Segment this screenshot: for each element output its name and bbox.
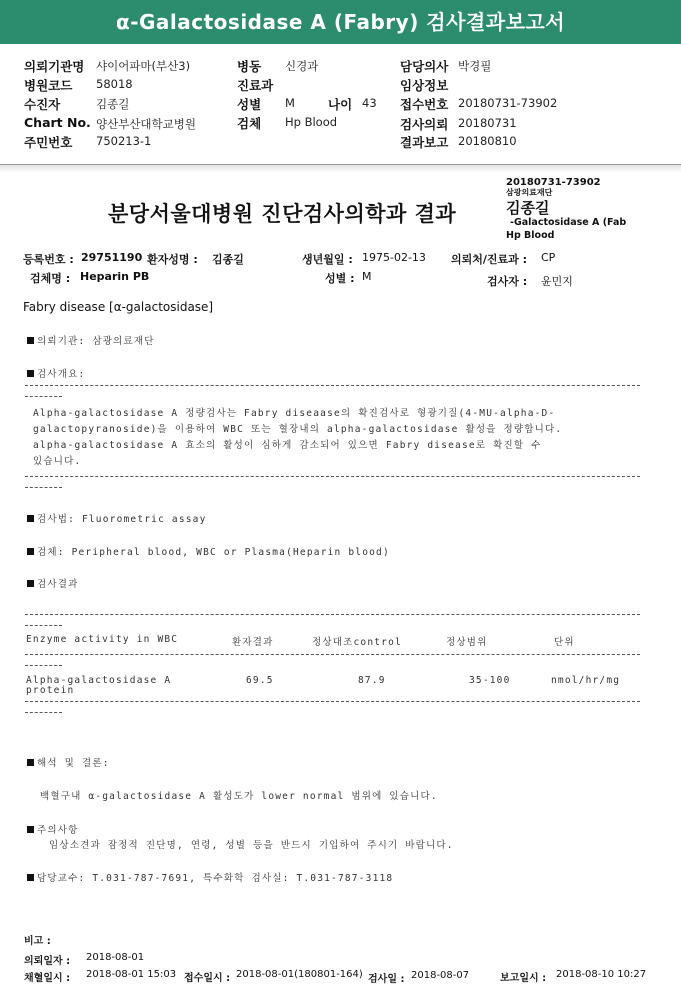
ward-label: 병동 xyxy=(237,59,262,74)
divider-dashed xyxy=(25,654,640,655)
receipt-number-value: 20180731-73902 xyxy=(458,96,558,110)
section-result: 검사결과 xyxy=(27,576,79,590)
recipient-value: 김종길 xyxy=(96,97,130,111)
stamp-patient-name: 김종길 xyxy=(506,199,550,217)
receipt-number-label: 접수번호 xyxy=(400,97,449,112)
stamp-test-name: -Galactosidase A (Fab xyxy=(510,217,627,228)
stamp-specimen: Hp Blood xyxy=(506,230,555,241)
divider-dashed-short xyxy=(25,625,62,626)
overview-line: Alpha-galactosidase A 정량검사는 Fabry diseaase의 확진검사로 형광기질(4-MU-alpha-D- xyxy=(33,408,556,419)
divider-dashed-short xyxy=(25,665,62,666)
overview-line: galactopyranoside)을 이용하여 WBC 또는 혈장내의 alpha-galactosidase 활성을 정량합니다. xyxy=(33,424,563,435)
divider-dashed xyxy=(25,476,640,477)
report-sex-value: M xyxy=(362,270,372,283)
section-interpretation: 해석 및 결론: xyxy=(27,755,110,769)
section-institution: 의뢰기관: 삼광의료재단 xyxy=(27,333,155,347)
report-date-label: 결과보고 xyxy=(400,135,449,150)
specimen-name-label: 검체명 : xyxy=(30,272,71,285)
ward-value: 신경과 xyxy=(285,59,319,73)
divider-dashed xyxy=(25,701,640,702)
table-row-name: Alpha-galactosidase A xyxy=(26,675,172,686)
examiner-label: 검사자 : xyxy=(487,275,528,288)
table-row-patient: 69.5 xyxy=(246,675,274,686)
section-specimen: 검체: Peripheral blood, WBC or Plasma(Heparin blood) xyxy=(27,544,390,558)
patient-name-label: 환자성명 : xyxy=(147,253,198,266)
resident-number-label: 주민번호 xyxy=(24,135,73,150)
table-header-control: 정상대조control xyxy=(312,637,402,648)
overview-line: 있습니다. xyxy=(33,456,82,467)
table-row-control: 87.9 xyxy=(358,675,386,686)
table-header-patient: 환자결과 xyxy=(232,637,274,648)
interpretation-text: 백혈구내 α-galactosidase A 활성도가 lower normal 범위에 있습니다. xyxy=(40,791,438,802)
bullet-square-icon xyxy=(27,874,34,881)
hospital-code-value: 58018 xyxy=(96,77,133,91)
footer-report-label: 보고일시 : xyxy=(500,973,547,984)
specimen-label: 검체 xyxy=(237,116,262,131)
divider-dashed xyxy=(25,614,640,615)
doctor-label: 담당의사 xyxy=(400,59,449,74)
footer-receipt-value: 2018-08-01(180801-164) xyxy=(236,969,363,980)
bullet-square-icon xyxy=(27,548,34,555)
clinical-info-label: 임상정보 xyxy=(400,78,449,93)
doctor-value: 박경필 xyxy=(458,59,492,73)
section-method: 검사법: Fluorometric assay xyxy=(27,511,207,525)
bullet-square-icon xyxy=(27,759,34,766)
remark-label: 비고 : xyxy=(24,936,51,947)
specimen-value: Hp Blood xyxy=(285,115,338,129)
request-date-label: 검사의뢰 xyxy=(400,117,449,132)
request-date-value: 20180731 xyxy=(458,116,517,130)
section-overview: 검사개요: xyxy=(27,366,85,380)
divider-dashed-short xyxy=(25,396,62,397)
section-notes: 주의사항 xyxy=(27,822,79,836)
specimen-name-value: Heparin PB xyxy=(80,270,150,283)
table-header-enzyme: Enzyme activity in WBC xyxy=(26,634,179,645)
institution-value: 샤이어파마(부산3) xyxy=(96,59,191,73)
recipient-label: 수진자 xyxy=(24,97,61,112)
chart-no-value: 양산부산대학교병원 xyxy=(96,117,196,131)
section-contact: 담당교수: T.031-787-7691, 특수화학 검사실: T.031-787-3118 xyxy=(27,870,393,884)
sex-value: M xyxy=(285,96,295,110)
footer-collect-value: 2018-08-01 15:03 xyxy=(86,969,177,980)
overview-line: alpha-galactosidase A 효소의 활성이 심하게 감소되어 있으면 Fabry disease로 확진할 수 xyxy=(33,440,542,451)
notes-text: 임상소견과 잠정적 진단명, 연령, 성별 등을 반드시 기입하여 주시기 바랍니다. xyxy=(49,840,454,851)
bullet-square-icon xyxy=(27,580,34,587)
header-shadow xyxy=(0,165,681,173)
age-label: 나이 xyxy=(328,97,353,112)
table-header-range: 정상범위 xyxy=(446,637,488,648)
divider-dashed-short xyxy=(25,712,62,713)
client-label: 의뢰처/진료과 : xyxy=(451,253,528,266)
footer-test-label: 검사일 : xyxy=(368,974,405,985)
footer-receipt-label: 접수일시 : xyxy=(184,973,231,984)
footer-test-value: 2018-08-07 xyxy=(411,970,470,981)
table-header-unit: 단위 xyxy=(554,637,575,648)
report-banner-title: α-Galactosidase A (Fabry) 검사결과보고서 xyxy=(0,0,681,44)
table-row-name-cont: protein xyxy=(26,685,75,696)
footer-collect-label: 채혈일시 : xyxy=(24,973,71,984)
client-value: CP xyxy=(541,251,556,264)
report-title: 분당서울대병원 진단검사의학과 결과 xyxy=(108,202,457,226)
stamp-receipt-number: 20180731-73902 xyxy=(506,177,601,188)
bullet-square-icon xyxy=(27,515,34,522)
disease-heading: Fabry disease [α-galactosidase] xyxy=(23,300,214,314)
dob-value: 1975-02-13 xyxy=(362,251,426,264)
footer-report-value: 2018-08-10 10:27 xyxy=(556,969,647,980)
bullet-square-icon xyxy=(27,337,34,344)
bullet-square-icon xyxy=(27,826,34,833)
table-row-range: 35-100 xyxy=(469,675,511,686)
divider-dashed xyxy=(25,385,640,386)
reg-value: 29751190 xyxy=(81,251,143,264)
bullet-square-icon xyxy=(27,370,34,377)
resident-number-value: 750213-1 xyxy=(96,134,152,148)
footer-request-value: 2018-08-01 xyxy=(86,952,145,963)
report-sex-label: 성별 : xyxy=(325,272,355,285)
age-value: 43 xyxy=(362,96,377,110)
examiner-value: 윤민지 xyxy=(541,275,573,288)
stamp-org: 삼광의료재단 xyxy=(506,188,553,197)
chart-no-label: Chart No. xyxy=(24,115,91,130)
table-row-unit: nmol/hr/mg xyxy=(551,675,621,686)
patient-name-value: 김종길 xyxy=(212,253,244,266)
divider-dashed-short xyxy=(25,487,62,488)
dob-label: 생년월일 : xyxy=(302,253,353,266)
institution-label: 의뢰기관명 xyxy=(24,59,85,74)
reg-label: 등록번호 : xyxy=(23,253,74,266)
hospital-code-label: 병원코드 xyxy=(24,78,73,93)
patient-header xyxy=(0,0,681,165)
sex-label: 성별 xyxy=(237,97,262,112)
dept-label: 진료과 xyxy=(237,78,274,93)
report-date-value: 20180810 xyxy=(458,134,517,148)
footer-request-label: 의뢰일자 : xyxy=(24,956,71,967)
